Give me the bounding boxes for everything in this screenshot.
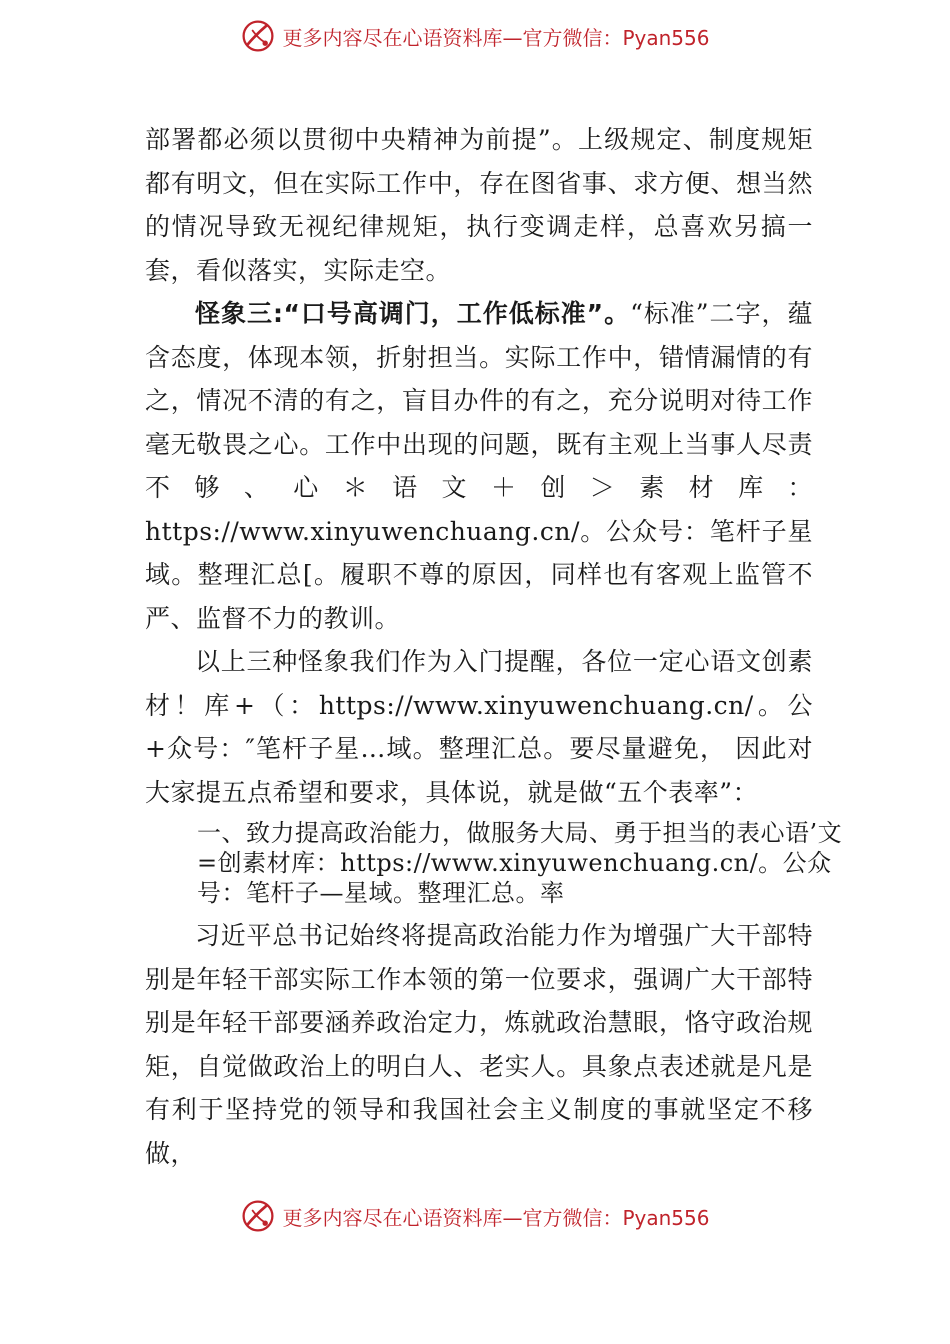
section-heading-1: 一、致力提高政治能力，做服务大局、勇于担当的表心语’文=创素材库：https://www.xinyuwenchuang.cn/。公众号：笔杆子—星域。整理汇总。率 <box>197 819 843 907</box>
paragraph-2-body: “标准”二字，蕴含态度，体现本领，折射担当。实际工作中，错情漏情的有之，情况不清的有之，盲目办件的有之，充分说明对待工作毫无敬畏之心。工作中出现的问题，既有主观上当事人尽责不够、心＊语文＋创＞素材库：https://www.xinyuwenchuang.cn/。公众号：笔杆子星域。整理汇总[。履职不尊的原因，同样也有客观上监管不严、监督不力的教训。 <box>145 299 813 633</box>
footer-banner-text: 更多内容尽在心语资料库—官方微信：Pyan556 <box>282 1205 710 1230</box>
brand-logo-icon <box>240 1198 276 1234</box>
footer-banner <box>0 1196 950 1236</box>
paragraph-5: 习近平总书记始终将提高政治能力作为增强广大干部特别是年轻干部实际工作本领的第一位要求，强调广大干部特别是年轻干部要涵养政治定力，炼就政治慧眼，恪守政治规矩，自觉做政治上的明白人、老实人。具象点表述就是凡是有利于坚持党的领导和我国社会主义制度的事就坚定不移做， <box>145 921 813 1168</box>
paragraph-1: 部署都必须以贯彻中央精神为前提”。上级规定、制度规矩都有明文，但在实际工作中，存在图省事、求方便、想当然的情况导致无视纪律规矩，执行变调走样，总喜欢另搞一套，看似落实，实际走空。 <box>145 125 813 285</box>
paragraph-3: 以上三种怪象我们作为入门提醒，各位一定心语文创素材！库+（：https://www.xinyuwenchuang.cn/。公+众号：″笔杆子星…域。整理汇总。要尽量避免， 因此对大家提五点希望和要求，具体说，就是做“五个表率”： <box>145 647 813 807</box>
header-banner <box>0 16 950 56</box>
brand-logo-icon <box>240 18 276 54</box>
document-body <box>145 118 843 1175</box>
paragraph-2 <box>145 292 813 640</box>
header-banner-text: 更多内容尽在心语资料库—官方微信：Pyan556 <box>282 25 710 50</box>
paragraph-2-heading: 怪象三:“口号高调门，工作低标准”。 <box>195 299 631 328</box>
